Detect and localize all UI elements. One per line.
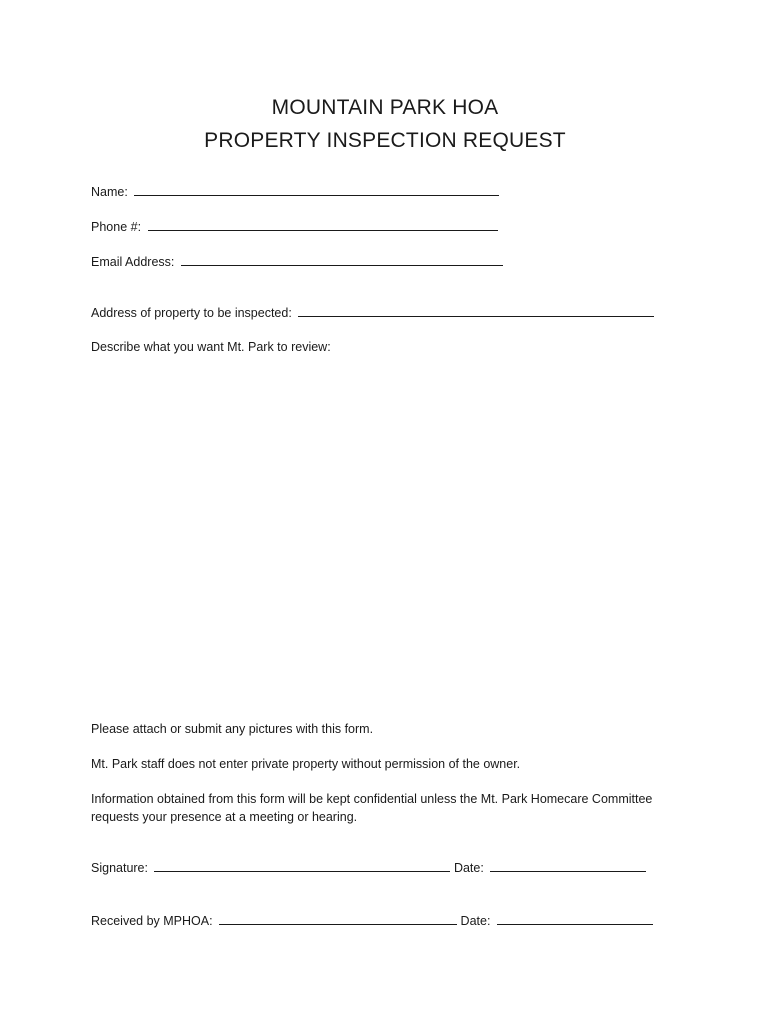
form-title-org: MOUNTAIN PARK HOA [271, 96, 499, 119]
received-label: Received by MPHOA: [91, 914, 213, 928]
signature-row [91, 859, 646, 875]
describe-review-label: Describe what you want Mt. Park to review: [91, 340, 331, 354]
email-field [91, 253, 503, 269]
name-field [91, 183, 499, 199]
permission-note: Mt. Park staff does not enter private property without permission of the owner. [91, 757, 521, 771]
review-description-area[interactable] [91, 360, 691, 710]
signature-date-label: Date: [453, 861, 484, 875]
signature-label: Signature: [91, 861, 148, 875]
phone-input-line[interactable] [148, 218, 498, 231]
property-address-label: Address of property to be inspected: [91, 306, 292, 320]
email-label: Email Address: [91, 255, 175, 269]
received-date-label: Date: [460, 914, 491, 928]
confidentiality-note: Information obtained from this form will be kept confidential unless the Mt. Park Homecare Committee requests your presence at a meeting or hearing. [91, 792, 653, 824]
phone-field [91, 218, 498, 234]
signature-input-line[interactable] [154, 859, 450, 872]
received-date-input-line[interactable] [497, 912, 653, 925]
property-address-input-line[interactable] [298, 304, 654, 317]
phone-label: Phone #: [91, 220, 142, 234]
name-input-line[interactable] [134, 183, 499, 196]
property-address-field [91, 304, 654, 320]
received-row [91, 912, 653, 928]
email-input-line[interactable] [181, 253, 503, 266]
signature-date-input-line[interactable] [490, 859, 646, 872]
name-label: Name: [91, 185, 128, 199]
received-input-line[interactable] [219, 912, 457, 925]
attach-pictures-note: Please attach or submit any pictures with this form. [91, 722, 374, 736]
form-title-type: PROPERTY INSPECTION REQUEST [204, 129, 566, 152]
